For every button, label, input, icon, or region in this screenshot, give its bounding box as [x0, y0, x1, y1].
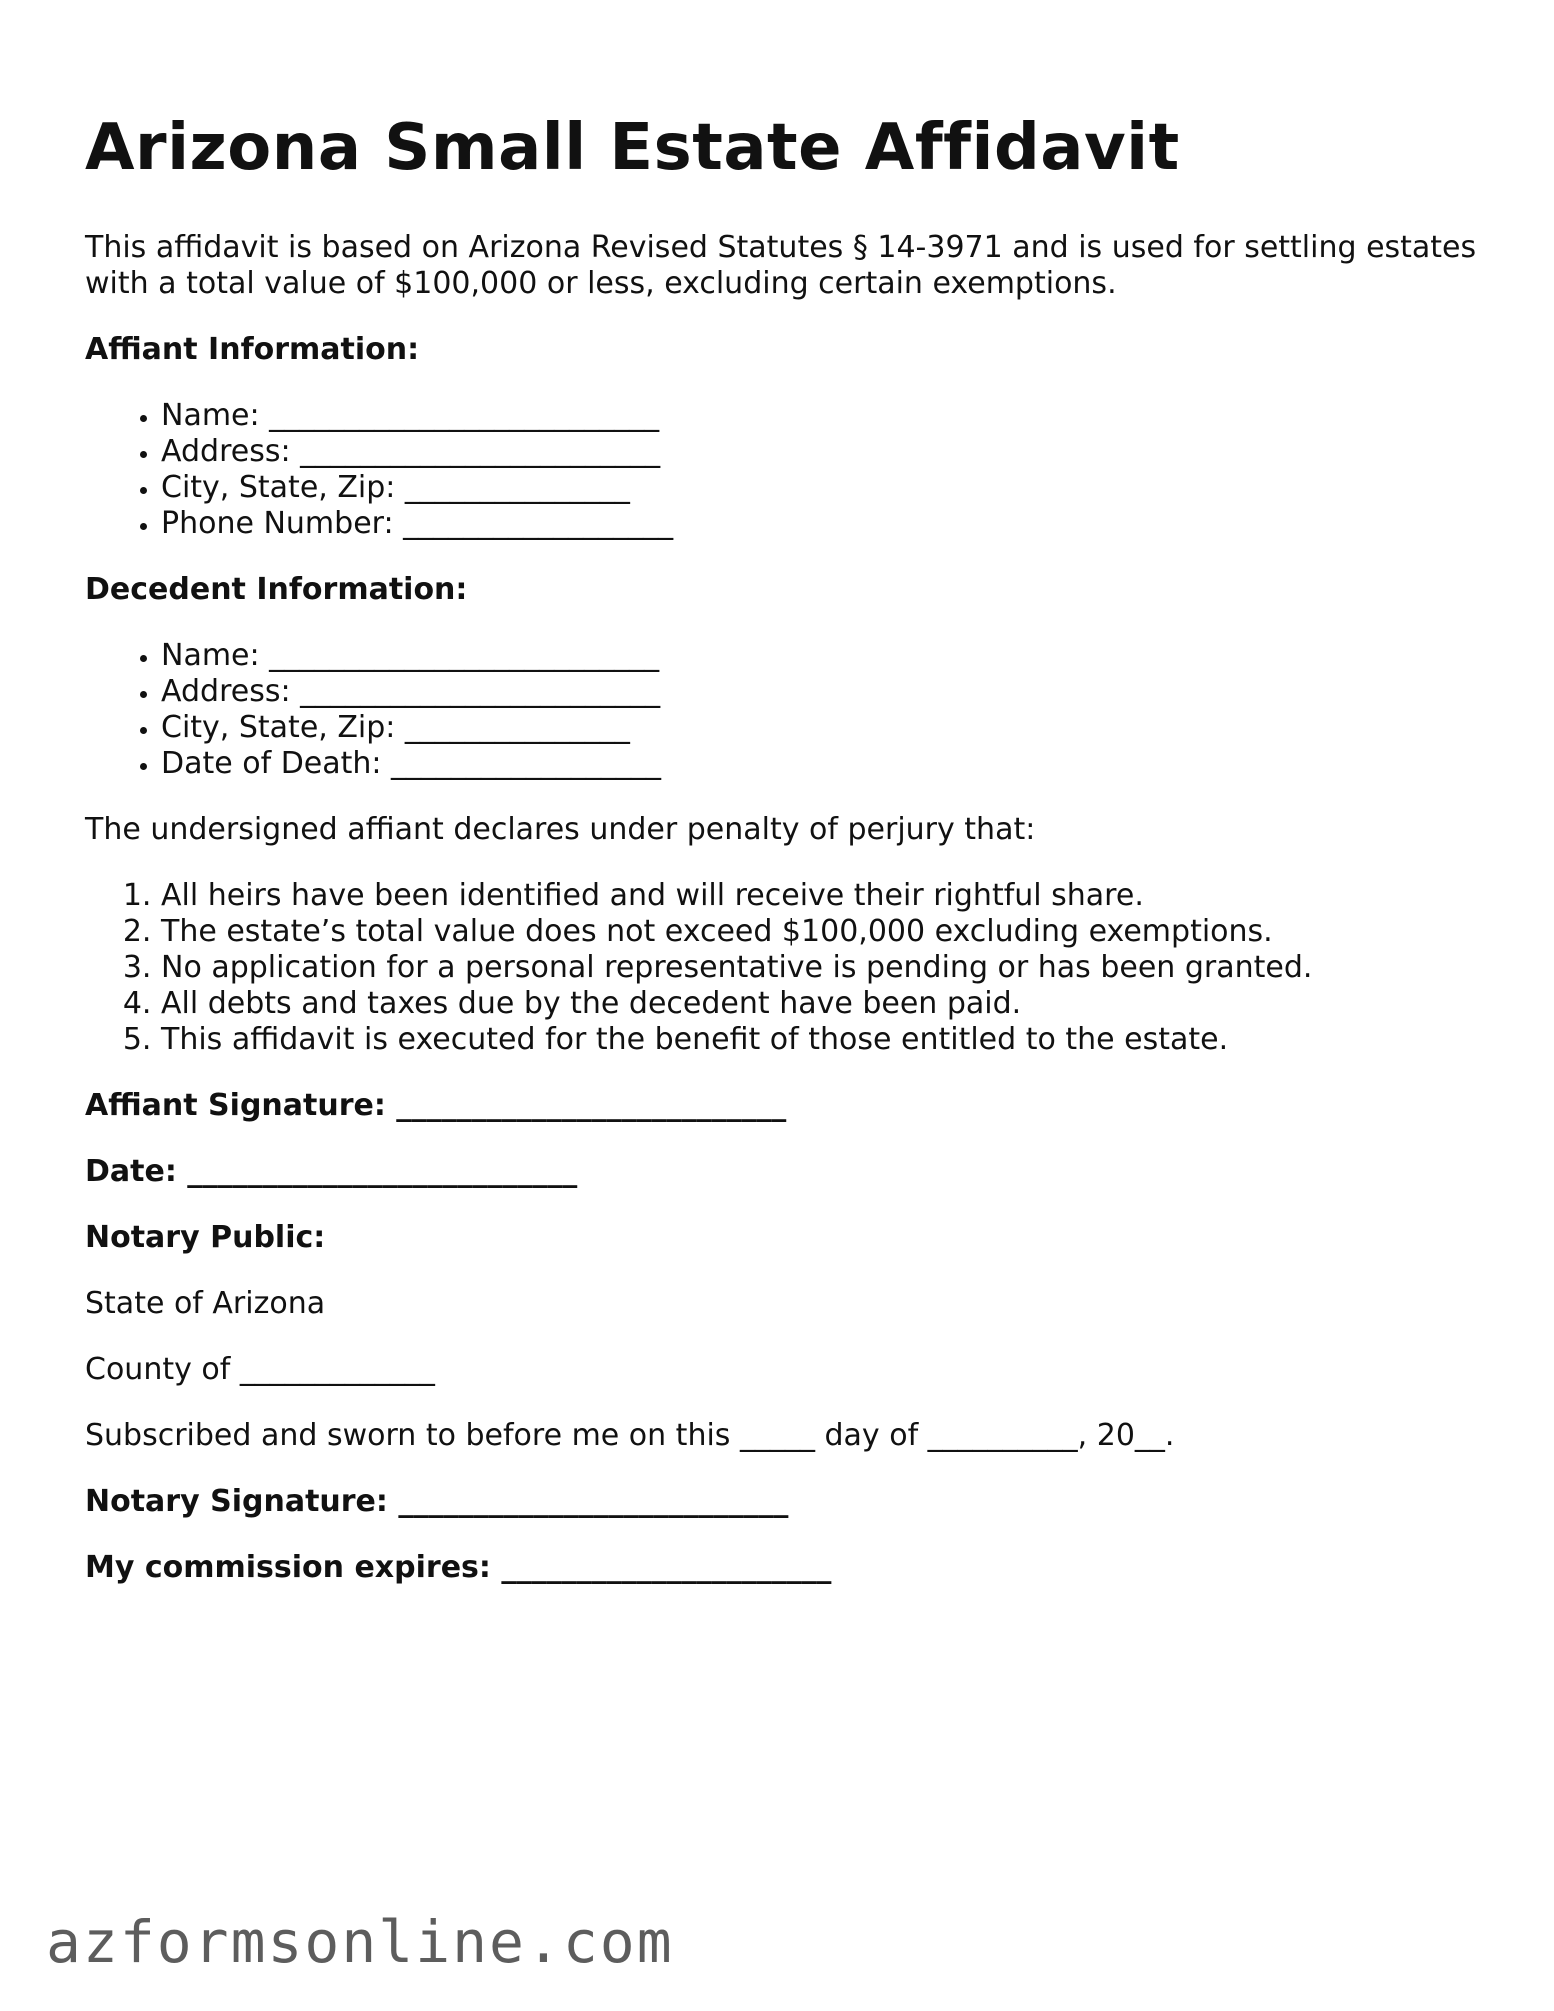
decedent-info-list	[85, 638, 1485, 782]
commission-expires-line[interactable]: My commission expires: ______________________	[85, 1549, 832, 1585]
decedent-info-heading: Decedent Information:	[85, 571, 468, 607]
notary-sworn-line[interactable]: Subscribed and sworn to before me on this _____ day of __________, 20__.	[85, 1417, 1175, 1453]
affiant-info-heading: Affiant Information:	[85, 331, 420, 367]
declaration-item: 3. No application for a personal representative is pending or has been granted.	[161, 950, 1485, 986]
declaration-item: 1. All heirs have been identified and will receive their rightful share.	[161, 878, 1485, 914]
intro-paragraph: This affidavit is based on Arizona Revised Statutes § 14-3971 and is used for settling estates with a total value of $100,000 or less, excluding certain exemptions.	[85, 229, 1477, 301]
declaration-item: 2. The estate’s total value does not exceed $100,000 excluding exemptions.	[161, 914, 1485, 950]
declaration-intro: The undersigned affiant declares under penalty of perjury that:	[85, 811, 1036, 847]
document-page	[85, 100, 1485, 1586]
decedent-address-field[interactable]: • Address: ________________________	[161, 674, 1485, 710]
decedent-date-of-death-field[interactable]: • Date of Death: __________________	[161, 746, 1485, 782]
declaration-item: 5. This affidavit is executed for the benefit of those entitled to the estate.	[161, 1022, 1485, 1058]
watermark-text: azformsonline.com	[46, 1908, 674, 1976]
affiant-signature-line[interactable]: Affiant Signature: __________________________	[85, 1087, 787, 1123]
notary-state: State of Arizona	[85, 1285, 326, 1321]
affiant-name-field[interactable]: • Name: __________________________	[161, 398, 1485, 434]
declarations-list	[85, 878, 1485, 1058]
declaration-item: 4. All debts and taxes due by the decedent have been paid.	[161, 986, 1485, 1022]
affiant-phone-field[interactable]: • Phone Number: __________________	[161, 506, 1485, 542]
page-title: Arizona Small Estate Affidavit	[85, 111, 1180, 185]
affiant-address-field[interactable]: • Address: ________________________	[161, 434, 1485, 470]
affiant-city-state-zip-field[interactable]: • City, State, Zip: _______________	[161, 470, 1485, 506]
date-line[interactable]: Date: __________________________	[85, 1153, 578, 1189]
notary-county-line[interactable]: County of _____________	[85, 1351, 435, 1387]
decedent-city-state-zip-field[interactable]: • City, State, Zip: _______________	[161, 710, 1485, 746]
notary-heading: Notary Public:	[85, 1219, 326, 1255]
notary-signature-line[interactable]: Notary Signature: __________________________	[85, 1483, 789, 1519]
decedent-name-field[interactable]: • Name: __________________________	[161, 638, 1485, 674]
affiant-info-list	[85, 398, 1485, 542]
